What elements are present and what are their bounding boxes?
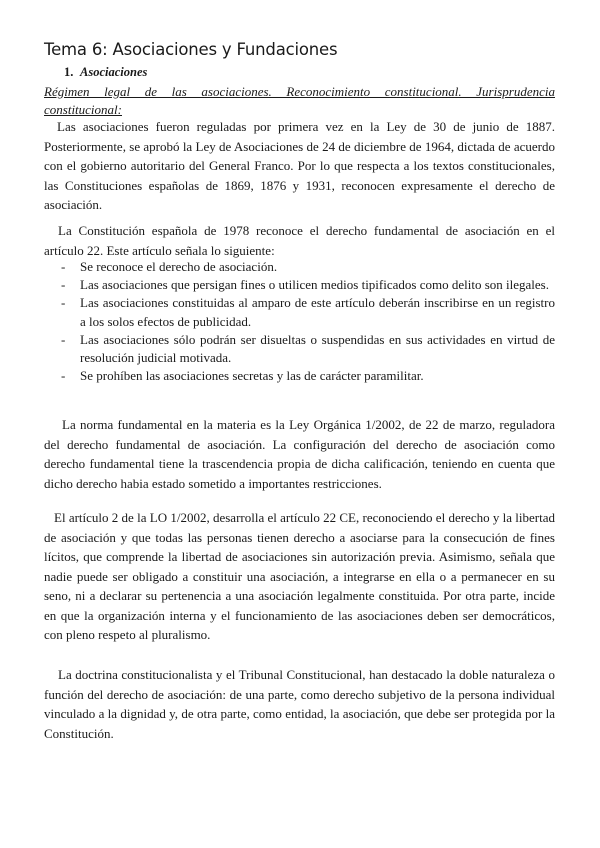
list-item	[44, 331, 555, 367]
list-item	[44, 276, 555, 294]
paragraph-lo-2002: La norma fundamental en la materia es la Ley Orgánica 1/2002, de 22 de marzo, reguladora del derecho fundamental de asociación. La configuración del derecho de asociación como derecho fundamental tiene la trascendencia propia de dicha calificación, teniendo en cuenta que dicho derecho habia estado sometido a importantes restricciones.	[44, 417, 555, 491]
paragraph-history: Las asociaciones fueron reguladas por primera vez en la Ley de 30 de junio de 1887. Posteriormente, se aprobó la Ley de Asociaciones de 24 de diciembre de 1964, dictada de acuerdo con el gobierno autoritario del General Franco. Por lo que respecta a los textos constitucionales, las Constituciones españolas de 1869, 1876 y 1931, reconocen expresamente el derecho de asociación.	[44, 119, 555, 212]
section-number: 1.	[64, 65, 74, 79]
list-dash: -	[61, 368, 66, 384]
section-heading	[64, 65, 147, 80]
list-item-text: Las asociaciones constituidas al amparo de este artículo deberán inscribirse en un registro a los solos efectos de publicidad.	[80, 295, 555, 329]
paragraph-doctrine: La doctrina constitucionalista y el Tribunal Constitucional, han destacado la doble naturaleza o función del derecho de asociación: de una parte, como derecho subjetivo de la persona individual vinculado a la dignidad y, de otra parte, como entidad, la asociación, que debe ser protegida por la Constitución.	[44, 667, 555, 741]
list-item	[44, 258, 555, 276]
section-label: Asociaciones	[80, 65, 148, 79]
list-dash: -	[61, 331, 66, 347]
section-subtitle: Régimen legal de las asociaciones. Reconocimiento constitucional. Jurisprudencia constitucional:	[44, 84, 555, 117]
list-item	[44, 367, 555, 385]
paragraph-article-2: El artículo 2 de la LO 1/2002, desarrolla el artículo 22 CE, reconociendo el derecho y la libertad de asociación y que todas las personas tienen derecho a asociarse para la consecución de fines lícitos, que comprende la libertad de asociaciones sin autorización previa. Asimismo, señala que nadie puede ser obligado a constituir una asociación, a integrarse en ella o a permanecer en su seno, ni a declarar su pertenencia a una asociación legalmente constituida. Por otra parte, incide en que la organización interna y el funcionamiento de las asociaciones deben ser democráticos, con pleno respeto al pluralismo.	[44, 510, 555, 642]
list-item-text: Se prohíben las asociaciones secretas y las de carácter paramilitar.	[80, 368, 424, 384]
paragraph-constitution: La Constitución española de 1978 reconoce el derecho fundamental de asociación en el artículo 22. Este artículo señala lo siguiente:	[44, 223, 555, 258]
list-dash: -	[61, 295, 66, 311]
list-item-text: Se reconoce el derecho de asociación.	[80, 259, 278, 274]
list-dash: -	[61, 277, 66, 293]
page-title: Tema 6: Asociaciones y Fundaciones	[44, 40, 338, 59]
article-22-list	[44, 258, 555, 385]
list-item-text: Las asociaciones sólo podrán ser disueltas o suspendidas en sus actividades en virtud de resolución judicial motivada.	[80, 331, 555, 366]
list-item	[44, 294, 555, 330]
list-dash: -	[61, 259, 66, 274]
list-item-text: Las asociaciones que persigan fines o utilicen medios tipificados como delito son ilegales.	[80, 277, 549, 293]
